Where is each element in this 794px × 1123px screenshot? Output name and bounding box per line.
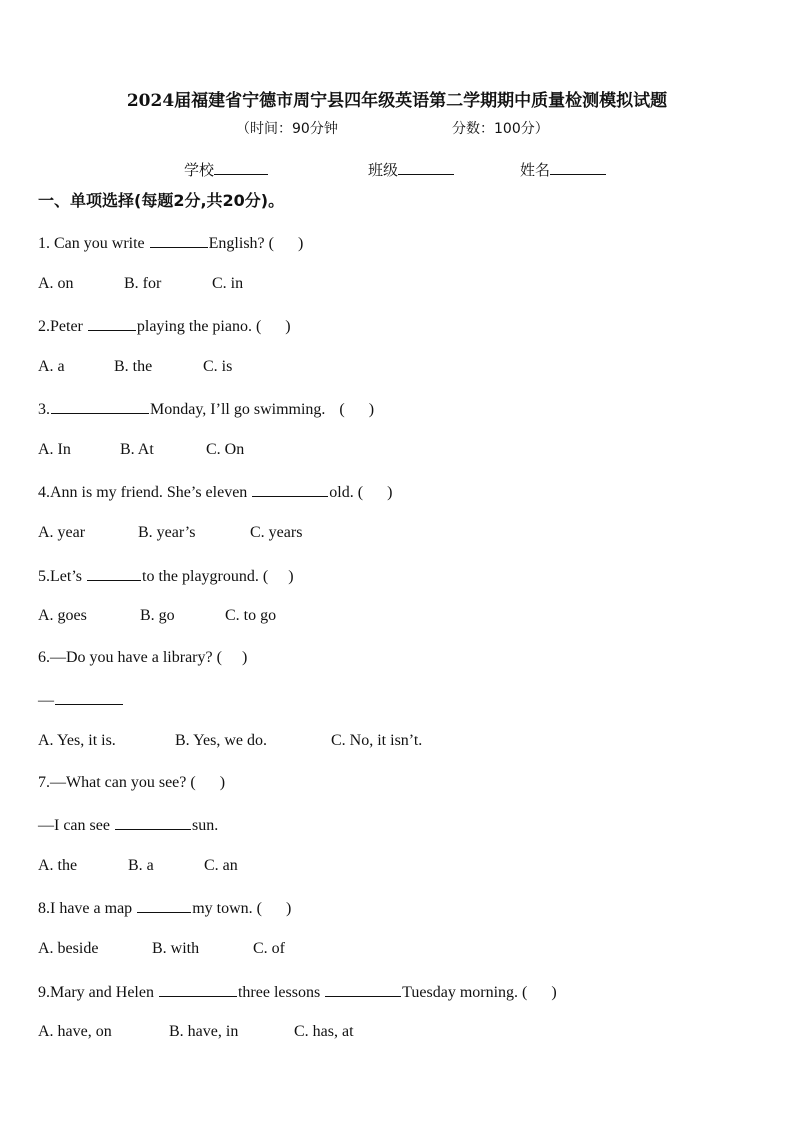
option-b: B. year’s [138, 524, 196, 541]
options-7 [38, 857, 438, 877]
answer-bracket: ( ) [357, 484, 393, 501]
question-text: three lessons [237, 984, 321, 1001]
option-a: A. the [38, 857, 78, 874]
answer-blank [252, 482, 328, 497]
answer-bracket: ( ) [339, 401, 375, 418]
question-number: 4. [38, 484, 50, 501]
option-a: A. a [38, 358, 65, 375]
question-number: 2. [38, 318, 50, 335]
section-heading: 一、单项选择(每题2分,共20分)。 [38, 191, 285, 210]
option-c: C. has, at [294, 1023, 354, 1040]
option-c: C. years [250, 524, 303, 541]
option-b: B. the [114, 358, 153, 375]
question-text: —I can see [38, 817, 110, 834]
question-text: I have a map [50, 900, 133, 917]
answer-line-6 [38, 690, 124, 710]
question-number: 7. [38, 774, 50, 791]
question-4 [38, 482, 392, 502]
answer-bracket: ( ) [216, 649, 248, 666]
answer-blank [150, 233, 208, 248]
question-7 [38, 774, 225, 792]
question-text: playing the piano. [136, 318, 252, 335]
question-1 [38, 233, 303, 253]
option-c: C. in [212, 275, 244, 292]
answer-blank [137, 898, 191, 913]
options-8 [38, 940, 438, 960]
name-blank [550, 159, 606, 175]
question-text: —Do you have a library? [50, 649, 213, 666]
question-5 [38, 566, 294, 586]
class-label: 班级 [368, 161, 399, 179]
question-text: English? [208, 235, 265, 252]
question-text: Monday, I’ll go swimming. [150, 401, 326, 418]
time-limit: （时间：90分钟 [236, 121, 338, 137]
school-label: 学校 [184, 161, 215, 179]
total-score: 分数：100分） [452, 121, 549, 137]
option-a: A. on [38, 275, 74, 292]
option-a: A. year [38, 524, 86, 541]
question-number: 6. [38, 649, 50, 666]
option-b: B. with [152, 940, 200, 957]
exam-title: 2024届福建省宁德市周宁县四年级英语第二学期期中质量检测模拟试题 [126, 91, 668, 111]
question-number: 8. [38, 900, 50, 917]
dash: — [38, 692, 54, 709]
question-text: Ann is my friend. She’s eleven [50, 484, 248, 501]
class-blank [398, 159, 454, 175]
class-field [368, 159, 454, 180]
question-9 [38, 982, 557, 1002]
option-b: B. have, in [169, 1023, 239, 1040]
answer-blank [115, 815, 191, 830]
answer-bracket: ( ) [190, 774, 226, 791]
answer-bracket: ( ) [268, 235, 304, 252]
option-c: C. of [253, 940, 285, 957]
question-2 [38, 316, 291, 336]
question-3 [38, 399, 374, 419]
options-4 [38, 524, 438, 544]
question-number: 9. [38, 984, 50, 1001]
answer-bracket: ( ) [256, 900, 292, 917]
answer-blank [55, 690, 123, 705]
options-3 [38, 441, 438, 461]
options-2 [38, 358, 438, 378]
question-text: my town. [192, 900, 253, 917]
student-info-row [0, 159, 794, 181]
option-b: B. a [128, 857, 154, 874]
question-text: Can you write [54, 235, 145, 252]
option-c: C. On [206, 441, 245, 458]
option-c: C. an [204, 857, 238, 874]
school-field [184, 159, 268, 180]
option-c: C. No, it isn’t. [331, 732, 423, 749]
question-text: sun. [191, 817, 219, 834]
options-1 [38, 275, 438, 295]
option-a: A. In [38, 441, 71, 458]
option-b: B. go [140, 607, 175, 624]
options-6 [38, 732, 478, 752]
question-text: Peter [50, 318, 83, 335]
exam-meta [0, 118, 794, 138]
option-a: A. Yes, it is. [38, 732, 116, 749]
question-number: 1. [38, 235, 50, 252]
answer-bracket: ( ) [262, 568, 294, 585]
question-number: 5. [38, 568, 50, 585]
name-field [520, 159, 606, 180]
answer-blank [88, 316, 136, 331]
answer-blank [325, 982, 401, 997]
option-b: B. Yes, we do. [175, 732, 268, 749]
answer-blank [159, 982, 237, 997]
question-text: —What can you see? [50, 774, 187, 791]
question-number: 3. [38, 401, 50, 418]
question-text: Tuesday morning. [402, 984, 519, 1001]
answer-bracket: ( ) [522, 984, 557, 1001]
question-text: Let’s [50, 568, 82, 585]
school-blank [214, 159, 268, 175]
question-6 [38, 649, 247, 667]
option-a: A. beside [38, 940, 99, 957]
option-c: C. is [203, 358, 233, 375]
options-9 [38, 1023, 438, 1043]
option-b: B. for [124, 275, 162, 292]
question-8 [38, 898, 291, 918]
question-text: to the playground. [142, 568, 259, 585]
answer-blank [51, 399, 149, 414]
answer-line-7 [38, 815, 218, 835]
name-label: 姓名 [520, 161, 551, 179]
options-5 [38, 607, 438, 627]
option-a: A. have, on [38, 1023, 112, 1040]
answer-bracket: ( ) [255, 318, 291, 335]
option-b: B. At [120, 441, 154, 458]
question-text: old. [329, 484, 354, 501]
option-c: C. to go [225, 607, 277, 624]
question-text: Mary and Helen [50, 984, 154, 1001]
option-a: A. goes [38, 607, 87, 624]
answer-blank [87, 566, 141, 581]
